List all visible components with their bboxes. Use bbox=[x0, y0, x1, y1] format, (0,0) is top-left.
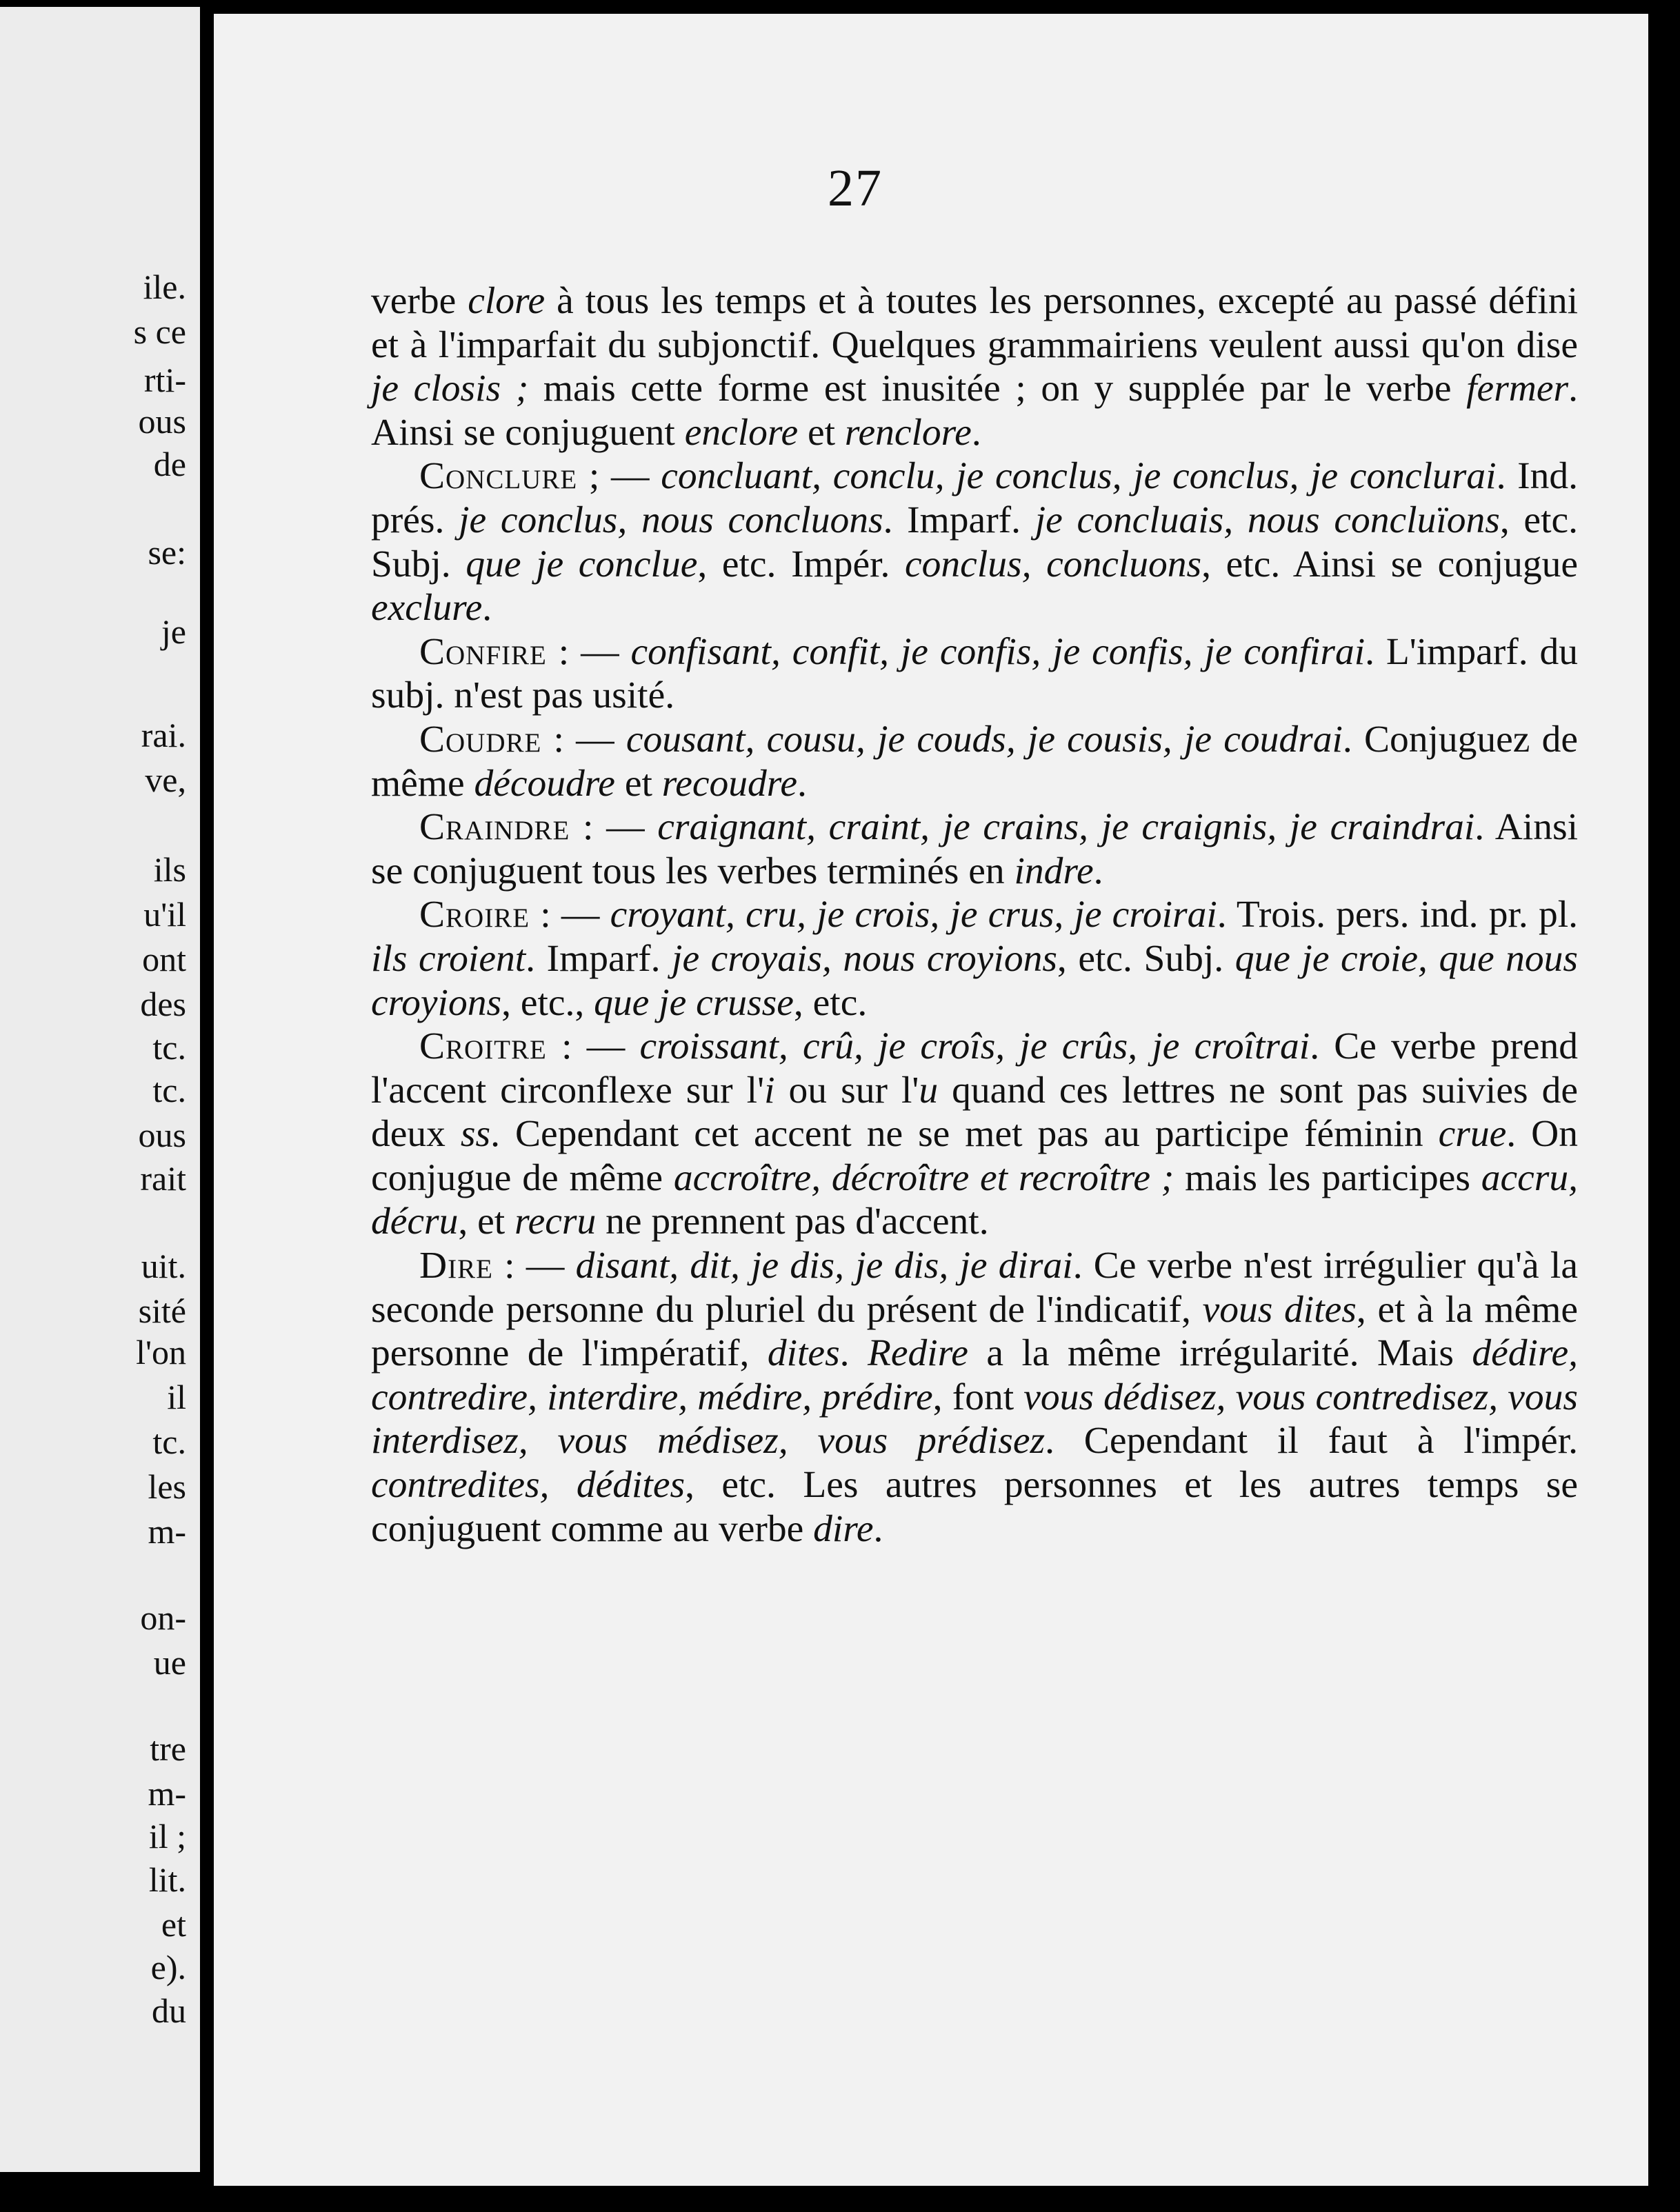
facing-page-text: il bbox=[167, 1378, 186, 1416]
facing-page-text: les bbox=[148, 1467, 186, 1506]
verb-headword: Croitre bbox=[419, 1025, 547, 1068]
text-run: . Imparf. bbox=[526, 937, 672, 980]
spine-mark bbox=[202, 565, 213, 586]
facing-page-text: rai. bbox=[141, 716, 186, 754]
italic-text: indre bbox=[1014, 849, 1094, 892]
text-run: , etc. Les autres personnes et les autres temps se conjuguent comme au verbe bbox=[371, 1464, 1578, 1550]
paragraph bbox=[371, 279, 1578, 454]
italic-text: concluant, conclu, je conclus, je conclus, je conclurai bbox=[661, 455, 1497, 498]
text-run: mais cette forme est inusitée ; on y supplée par le verbe bbox=[528, 368, 1467, 410]
italic-text: je closis ; bbox=[371, 368, 529, 410]
italic-text: cousant, cousu, je couds, je cousis, je coudrai bbox=[626, 718, 1343, 761]
facing-page-text: sité bbox=[138, 1291, 186, 1330]
facing-page-text: l'on bbox=[136, 1333, 186, 1371]
italic-text: crue bbox=[1438, 1113, 1507, 1156]
text-run: : — bbox=[541, 718, 626, 761]
facing-page-text: ous bbox=[138, 402, 186, 441]
verb-headword: Craindre bbox=[419, 806, 570, 849]
italic-text: u bbox=[919, 1069, 939, 1112]
verb-headword: Conclure bbox=[419, 455, 578, 498]
verb-headword: Dire bbox=[419, 1245, 493, 1287]
text-run: : — bbox=[492, 1245, 576, 1287]
italic-text: vous dédisez, vous contredisez, vous interdisez, vous médisez, vous prédisez bbox=[371, 1376, 1578, 1462]
text-run: verbe bbox=[371, 280, 468, 322]
text-run: . Cependant cet accent ne se met pas au participe féminin bbox=[490, 1113, 1439, 1156]
facing-page-text: se: bbox=[148, 533, 186, 572]
facing-page-text: et bbox=[161, 1905, 186, 1944]
text-run: , etc. Subj. bbox=[371, 499, 1578, 585]
italic-text: exclure bbox=[371, 587, 483, 630]
italic-text: accroître, décroître et recroître ; bbox=[673, 1156, 1174, 1199]
facing-page-text: u'il bbox=[143, 895, 186, 934]
verb-entry bbox=[371, 1025, 1578, 1244]
facing-page-text: des bbox=[140, 985, 186, 1023]
text-run: et bbox=[798, 411, 845, 454]
italic-text: renclore bbox=[844, 411, 972, 454]
facing-page-text: tre bbox=[150, 1729, 186, 1768]
italic-text: Redire bbox=[868, 1332, 968, 1375]
facing-page-text: e). bbox=[150, 1948, 186, 1987]
text-run: , etc. Ainsi se conjugue bbox=[1201, 543, 1579, 585]
italic-text: dites bbox=[767, 1332, 840, 1375]
facing-page-text: tc. bbox=[152, 1422, 186, 1461]
facing-page-text: du bbox=[152, 1991, 186, 2030]
italic-text: fermer bbox=[1466, 368, 1569, 410]
facing-page-text: de bbox=[153, 445, 186, 483]
text-run: . L'imparf. du subj. n'est pas usité. bbox=[371, 630, 1578, 717]
book-gutter bbox=[200, 0, 215, 2212]
text-run: . bbox=[873, 1507, 883, 1550]
text-run: . Ainsi se conjuguent bbox=[371, 368, 1578, 454]
italic-text: recoudre bbox=[661, 762, 797, 805]
italic-text: disant, dit, je dis, je dis, je dirai bbox=[575, 1245, 1073, 1287]
facing-page-text: rti- bbox=[143, 361, 186, 399]
facing-page-text: ve, bbox=[145, 761, 186, 799]
verb-entry bbox=[371, 454, 1578, 630]
italic-text: que je conclue bbox=[466, 543, 698, 585]
text-run: . bbox=[1093, 849, 1103, 892]
text-run: : — bbox=[570, 806, 658, 849]
facing-page-text: je bbox=[161, 612, 186, 651]
text-run: . Ce verbe n'est irrégulier qu'à la seconde personne du pluriel du présent de l'indicatif, bbox=[371, 1245, 1578, 1331]
facing-page-text: ile. bbox=[143, 268, 186, 306]
body-text bbox=[371, 279, 1578, 1551]
facing-page-text: ils bbox=[153, 850, 186, 889]
italic-text: croyant, cru, je crois, je crus, je croirai bbox=[610, 894, 1217, 936]
facing-page-fragment bbox=[0, 7, 200, 2172]
text-run: . Ce verbe prend l'accent circonflexe sur l' bbox=[371, 1025, 1579, 1112]
italic-text: confisant, confit, je confis, je confis, je confirai bbox=[630, 630, 1366, 673]
text-run: a la même irrégularité. Mais bbox=[968, 1332, 1472, 1375]
text-run: . Ind. prés. bbox=[371, 455, 1579, 541]
italic-text: contredites, dédites bbox=[371, 1464, 686, 1507]
page-number: 27 bbox=[828, 159, 883, 217]
italic-text: craignant, craint, je crains, je craignis, je craindrai bbox=[657, 806, 1475, 849]
text-run: quand ces lettres ne sont pas suivies de deux bbox=[371, 1069, 1579, 1156]
italic-text: recru bbox=[514, 1200, 597, 1243]
facing-page-text: uit. bbox=[141, 1247, 186, 1285]
text-run: . Ainsi se conjuguent tous les verbes terminés en bbox=[371, 806, 1578, 892]
italic-text: ils croient bbox=[371, 937, 526, 980]
facing-page-text: m- bbox=[148, 1512, 186, 1551]
verb-headword: Croire bbox=[419, 894, 530, 936]
text-run: , et à la même personne de l'impératif, bbox=[371, 1288, 1578, 1375]
text-run: . bbox=[482, 587, 492, 630]
facing-page-text: tc. bbox=[152, 1071, 186, 1109]
facing-page-text: rait bbox=[140, 1159, 186, 1198]
italic-text: je concluais, nous concluïons bbox=[1034, 499, 1500, 541]
facing-page-text: ous bbox=[138, 1116, 186, 1154]
italic-text: je croyais, nous croyions bbox=[672, 937, 1057, 980]
spine-mark bbox=[202, 1393, 213, 1414]
text-run: : — bbox=[530, 894, 610, 936]
text-run: , etc. bbox=[793, 981, 868, 1024]
book-page bbox=[214, 14, 1648, 2186]
italic-text: accru, décru bbox=[371, 1156, 1578, 1243]
verb-entry bbox=[371, 893, 1578, 1025]
italic-text: conclus, concluons bbox=[905, 543, 1202, 585]
italic-text: je conclus, nous concluons bbox=[459, 499, 883, 541]
text-run: , etc. Impér. bbox=[697, 543, 906, 585]
verb-entry bbox=[371, 1244, 1578, 1551]
italic-text: dire bbox=[813, 1507, 874, 1550]
verb-entry bbox=[371, 718, 1578, 805]
spine-mark bbox=[202, 1834, 213, 1855]
facing-page-text: s ce bbox=[133, 312, 186, 351]
italic-text: enclore bbox=[684, 411, 799, 454]
verb-headword: Confire bbox=[419, 630, 547, 673]
text-run: ou sur l' bbox=[774, 1069, 919, 1112]
text-run: à tous les temps et à toutes les personnes, excepté au passé défini et à l'imparfait du subjonctif. Quelques grammairiens veulent aussi qu'on dise bbox=[371, 280, 1579, 366]
italic-text: vous dites bbox=[1202, 1288, 1357, 1331]
text-run: : — bbox=[546, 1025, 640, 1068]
italic-text: découdre bbox=[474, 762, 615, 805]
text-run: . Cependant il faut à l'impér. bbox=[1045, 1420, 1578, 1462]
text-run: mais les participes bbox=[1174, 1156, 1481, 1199]
text-run: . Trois. pers. ind. pr. pl. bbox=[1217, 894, 1579, 936]
text-run: et bbox=[614, 762, 662, 805]
spine-mark bbox=[202, 993, 213, 1014]
italic-text: clore bbox=[468, 280, 546, 322]
verb-headword: Coudre bbox=[419, 718, 542, 761]
italic-text: que je croie, que nous croyions bbox=[371, 937, 1578, 1024]
facing-page-text: on- bbox=[140, 1598, 186, 1637]
text-run: . bbox=[839, 1332, 868, 1375]
verb-entry bbox=[371, 630, 1578, 718]
verb-entry bbox=[371, 805, 1578, 893]
text-run: ; — bbox=[577, 455, 661, 498]
text-run: . Conjuguez de même bbox=[371, 718, 1578, 805]
text-run: , etc. Subj. bbox=[1057, 937, 1235, 980]
italic-text: que je crusse bbox=[594, 981, 794, 1024]
text-run: , et bbox=[458, 1200, 515, 1243]
text-run: . bbox=[797, 762, 807, 805]
text-run: : — bbox=[546, 630, 631, 673]
italic-text: dédire, contredire, interdire, médire, prédire bbox=[371, 1332, 1579, 1418]
facing-page-text: lit. bbox=[148, 1860, 186, 1899]
italic-text: ss bbox=[460, 1113, 491, 1156]
facing-page-text: ue bbox=[153, 1643, 186, 1682]
text-run: . Imparf. bbox=[883, 499, 1035, 541]
text-run: ne prennent pas d'accent. bbox=[596, 1200, 989, 1243]
text-run: . bbox=[971, 411, 981, 454]
text-run: . On conjugue de même bbox=[371, 1113, 1578, 1199]
text-run: , etc., bbox=[501, 981, 594, 1024]
italic-text: croissant, crû, je croîs, je crûs, je croîtrai bbox=[639, 1025, 1310, 1068]
facing-page-text: tc. bbox=[152, 1028, 186, 1067]
facing-page-text: ont bbox=[142, 940, 186, 978]
text-run: , font bbox=[932, 1376, 1024, 1418]
facing-page-text: m- bbox=[148, 1774, 186, 1813]
facing-page-text: il ; bbox=[148, 1817, 186, 1856]
italic-text: i bbox=[764, 1069, 775, 1112]
